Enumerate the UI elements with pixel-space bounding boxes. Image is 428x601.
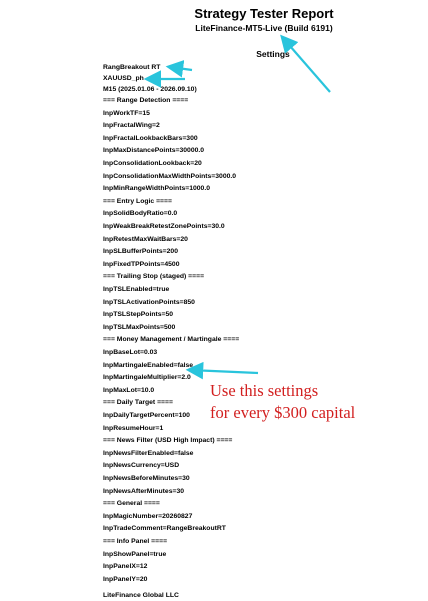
input-line: InpNewsAfterMinutes=30	[103, 487, 185, 495]
input-line: InpTSLMaxPoints=500	[103, 323, 176, 331]
input-line: InpTSLStepPoints=50	[103, 311, 174, 319]
input-line: === Trailing Stop (staged) ====	[103, 273, 205, 281]
input-line: InpMartingaleEnabled=false	[103, 361, 194, 369]
input-line: InpFractalWing=2	[103, 122, 160, 130]
input-line: InpShowPanel=true	[103, 550, 167, 558]
input-line: InpFractalLookbackBars=300	[103, 134, 198, 142]
input-line: InpFixedTPPoints=4500	[103, 260, 180, 268]
arrow-to-martingale	[190, 370, 258, 373]
input-line: InpNewsFilterEnabled=false	[103, 449, 194, 457]
input-line: InpResumeHour=1	[103, 424, 164, 432]
arrow-to-expert	[170, 67, 192, 70]
symbol-value: XAUUSD_ph	[103, 75, 144, 82]
input-line: InpNewsBeforeMinutes=30	[103, 475, 190, 482]
input-line: InpNewsCurrency=USD	[103, 462, 180, 470]
input-line: InpMinRangeWidthPoints=1000.0	[103, 185, 211, 193]
input-line: InpSolidBodyRatio=0.0	[103, 210, 178, 218]
input-line: InpMartingaleMultiplier=2.0	[103, 374, 191, 382]
input-line: InpConsolidationMaxWidthPoints=3000.0	[103, 172, 237, 180]
annotation-line-1: Use this settings	[210, 381, 319, 400]
input-line: === Range Detection ====	[103, 97, 189, 104]
input-line: InpSLBufferPoints=200	[103, 248, 178, 256]
input-line: InpTSLEnabled=true	[103, 286, 170, 293]
input-line: InpMaxLot=10.0	[103, 386, 155, 394]
input-line: InpWorkTF=15	[103, 109, 150, 117]
input-line: InpMaxDistancePoints=30000.0	[103, 147, 205, 155]
arrow-to-subtitle	[283, 38, 330, 92]
input-line: === General ====	[103, 500, 160, 508]
input-line: InpTradeComment=RangeBreakoutRT	[103, 525, 226, 533]
input-line: InpMagicNumber=20260827	[103, 512, 193, 520]
input-line: InpBaseLot=0.03	[103, 349, 158, 356]
settings-heading: Settings	[256, 49, 290, 59]
period-value: M15 (2025.01.06 - 2026.09.10)	[103, 86, 197, 93]
annotation-line-2: for every $300 capital	[210, 403, 356, 422]
input-line: InpPanelY=20	[103, 575, 148, 583]
report-subtitle: LiteFinance-MT5-Live (Build 6191)	[195, 23, 333, 33]
input-line: InpRetestMaxWaitBars=20	[103, 235, 188, 243]
input-line: === Daily Target ====	[103, 399, 173, 407]
input-line: === Money Management / Martingale ====	[103, 336, 240, 344]
report-title: Strategy Tester Report	[194, 6, 334, 21]
input-line: InpPanelX=12	[103, 563, 148, 571]
input-line: InpDailyTargetPercent=100	[103, 412, 190, 419]
input-line: === News Filter (USD High Impact) ====	[103, 437, 233, 445]
input-line: InpTSLActivationPoints=850	[103, 298, 195, 306]
expert-value: RangBreakout RT	[103, 64, 161, 71]
input-line: === Entry Logic ====	[103, 197, 172, 205]
input-line: InpConsolidationLookback=20	[103, 160, 202, 167]
input-line: === Info Panel ====	[103, 538, 168, 545]
company-value: LiteFinance Global LLC	[103, 592, 179, 599]
input-line: InpWeakBreakRetestZonePoints=30.0	[103, 223, 225, 230]
